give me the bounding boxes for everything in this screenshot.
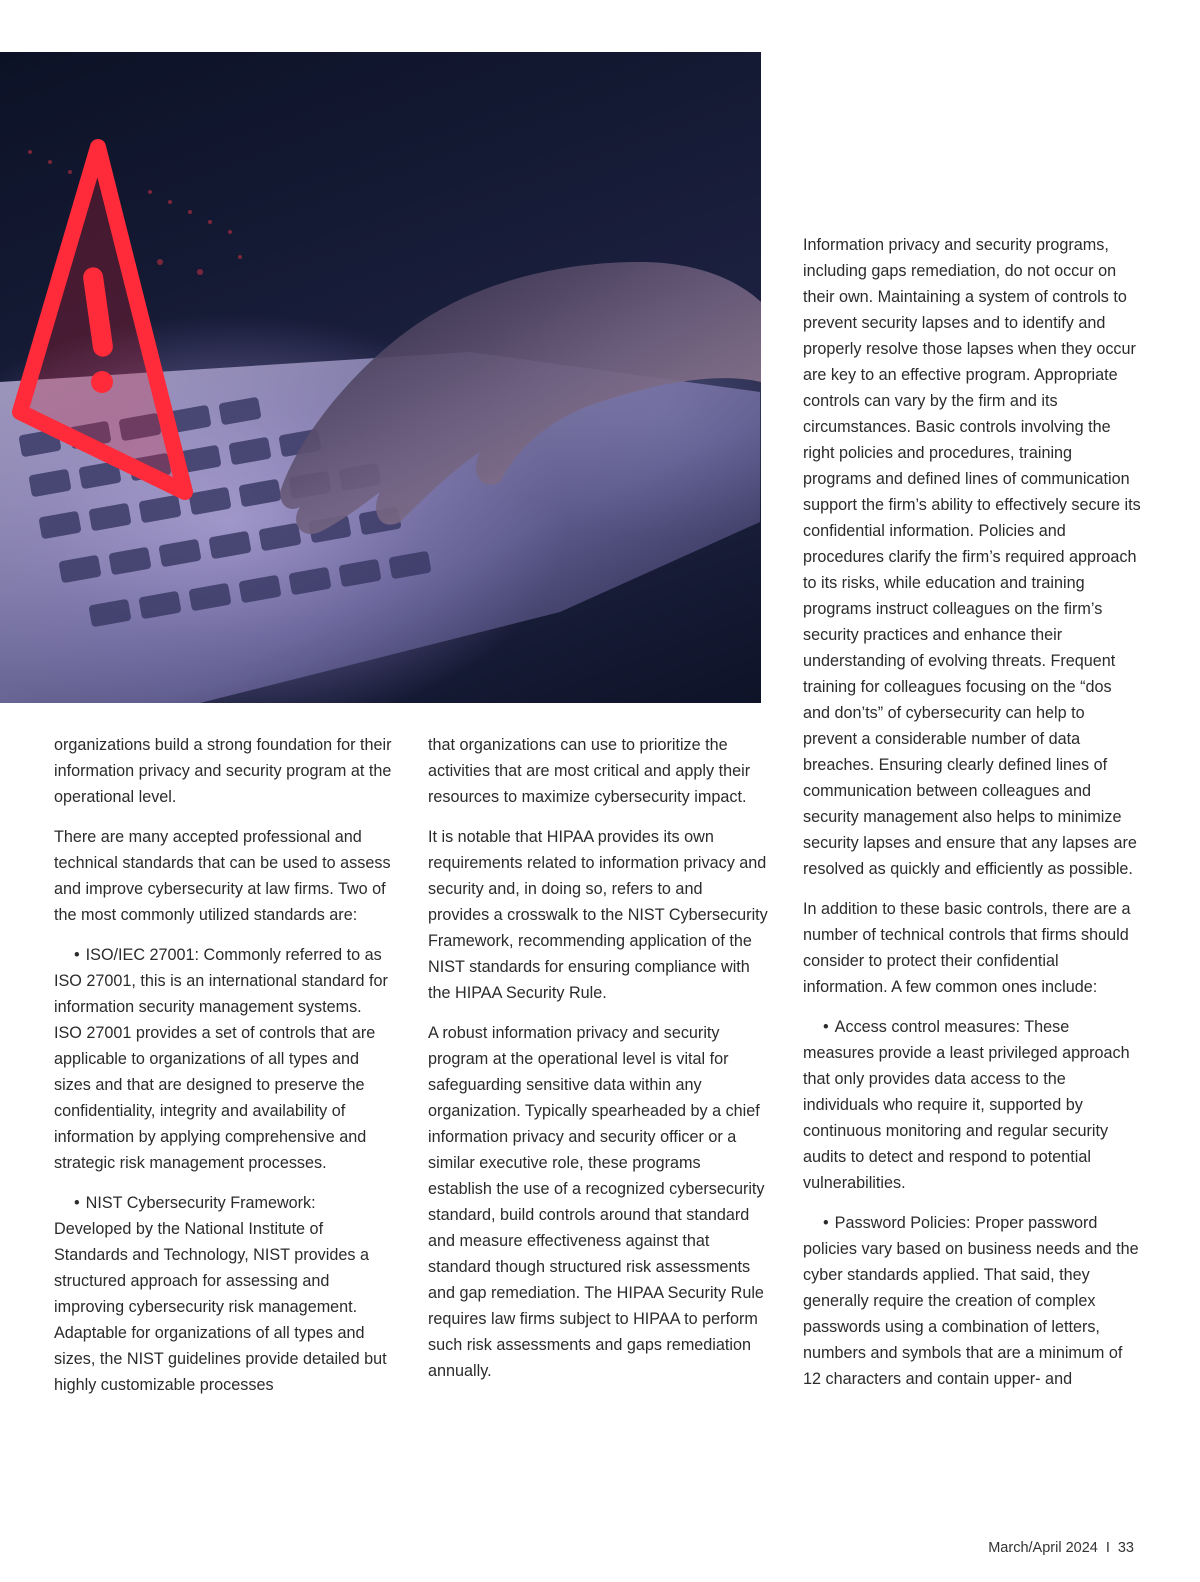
laptop-illustration: [0, 52, 761, 703]
paragraph: organizations build a strong foundation for their information privacy and security program at the operational level.: [54, 736, 392, 806]
hero-image: [0, 52, 761, 703]
bullet-icon: •: [74, 1194, 80, 1212]
bullet-item-password-policies: [803, 1210, 1143, 1392]
footer-separator: I: [1105, 1540, 1110, 1556]
column-3: [803, 232, 1143, 1406]
bullet-text: NIST Cybersecurity Framework: Developed by the National Institute of Standards and Technology, NIST provides a structured approach for assessing and improving cybersecurity risk management. Adaptable for organizations of all types and sizes, the NIST guidelines provide detailed but highly customizable processes: [54, 1194, 387, 1394]
bullet-text: ISO/IEC 27001: Commonly referred to as ISO 27001, this is an international standard for information security management systems. ISO 27001 provides a set of controls that are applicable to organizations of all types and sizes and that are designed to preserve the confidentiality, integrity and availability of information by applying comprehensive and strategic risk management processes.: [54, 946, 388, 1172]
paragraph: There are many accepted professional and technical standards that can be used to assess and improve cybersecurity at law firms. Two of the most commonly utilized standards are:: [54, 828, 391, 924]
paragraph: Information privacy and security programs, including gaps remediation, do not occur on their own. Maintaining a system of controls to prevent security lapses and to identify and properly resolve those lapses when they occur are key to an effective program. Appropriate controls can vary by the firm and its circumstances. Basic controls involving the right policies and procedures, training programs and defined lines of communication support the firm’s ability to effectively secure its confidential information. Policies and procedures clarify the firm’s required approach to its risks, while education and training programs instruct colleagues on the firm’s security practices and enhance their understanding of evolving threats. Frequent training for colleagues focusing on the “dos and don’ts” of cybersecurity can help to prevent a considerable number of data breaches. Ensuring clearly defined lines of communication between colleagues and security management also helps to minimize security lapses and ensure that any lapses are resolved as quickly and efficiently as possible.: [803, 236, 1141, 878]
bullet-text: Access control measures: These measures provide a least privileged approach that only provides data access to the individuals who require it, supported by continuous monitoring and regular security audits to detect and respond to potential vulnerabilities.: [803, 1018, 1130, 1192]
paragraph: A robust information privacy and security program at the operational level is vital for safeguarding sensitive data within any organization. Typically spearheaded by a chief information privacy and security officer or a similar executive role, these programs establish the use of a recognized cybersecurity standard, build controls around that standard and measure effectiveness against that standard though structured risk assessments and gap remediation. The HIPAA Security Rule requires law firms subject to HIPAA to perform such risk assessments and gaps remediation annually.: [428, 1024, 765, 1380]
bullet-icon: •: [823, 1018, 829, 1036]
paragraph: It is notable that HIPAA provides its own requirements related to information privacy and security and, in doing so, refers to and provides a crosswalk to the NIST Cybersecurity Framework, recommending application of the NIST standards for ensuring compliance with the HIPAA Security Rule.: [428, 828, 768, 1002]
column-2: [428, 732, 768, 1398]
paragraph: that organizations can use to prioritize the activities that are most critical and apply their resources to maximize cybersecurity impact.: [428, 736, 751, 806]
page-number: 33: [1117, 1540, 1134, 1556]
bullet-icon: •: [74, 946, 80, 964]
bullet-item-iso: [54, 942, 394, 1176]
issue-date: March/April 2024: [988, 1540, 1098, 1556]
bullet-item-nist: [54, 1190, 394, 1398]
page-footer: [988, 1540, 1134, 1556]
bullet-icon: •: [823, 1214, 829, 1232]
column-1: [54, 732, 394, 1412]
paragraph: In addition to these basic controls, there are a number of technical controls that firms should consider to protect their confidential information. A few common ones include:: [803, 900, 1131, 996]
bullet-text: Password Policies: Proper password policies vary based on business needs and the cyber standards applied. That said, they generally require the creation of complex passwords using a combination of letters, numbers and symbols that are a minimum of 12 characters and contain upper- and: [803, 1214, 1139, 1388]
bullet-item-access-control: [803, 1014, 1143, 1196]
